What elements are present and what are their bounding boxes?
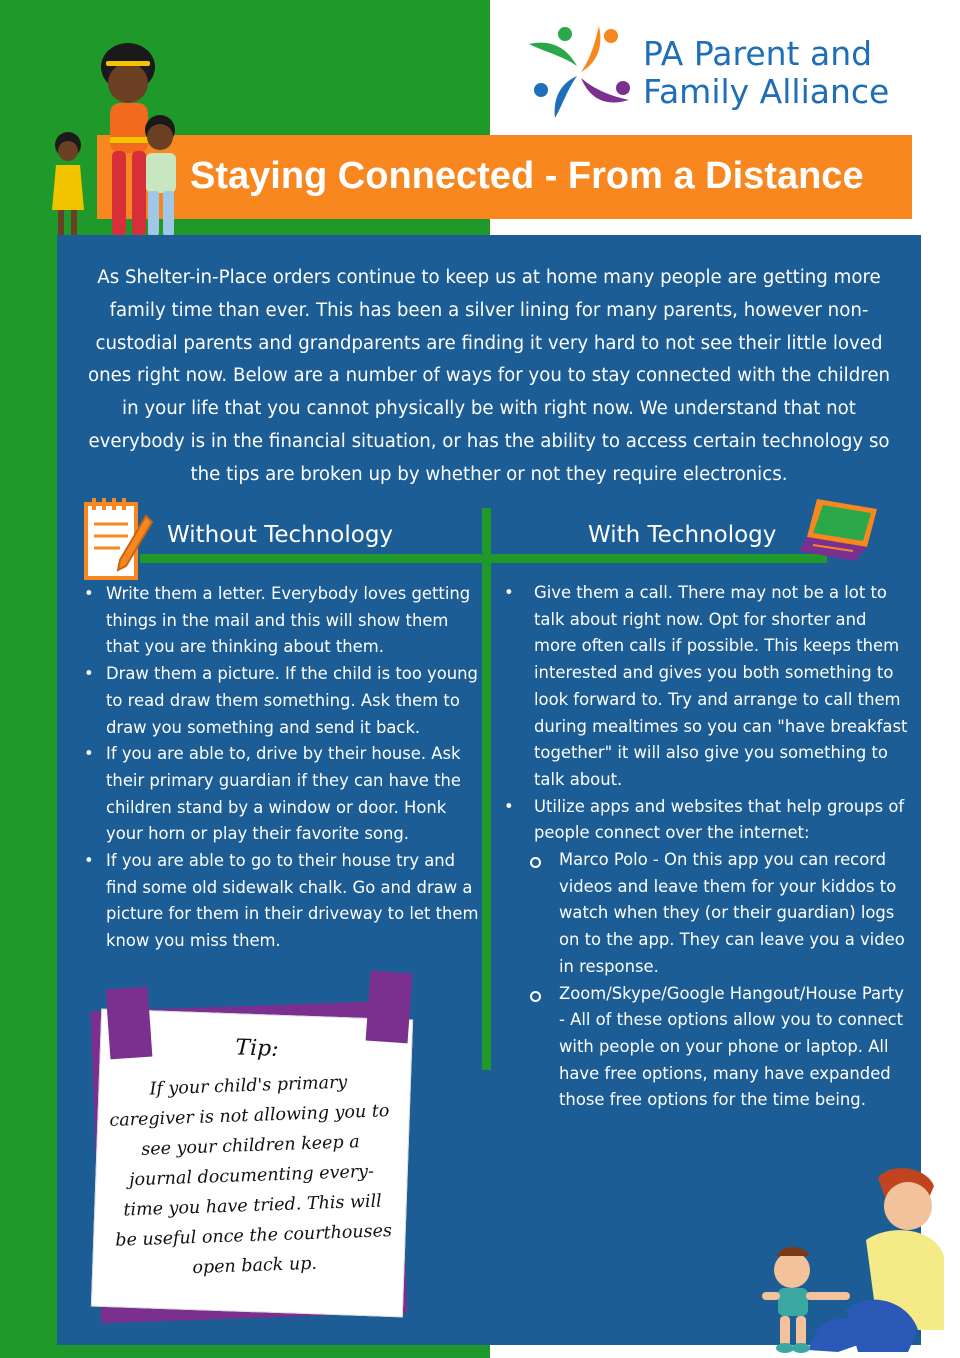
without-technology-list bbox=[80, 581, 484, 955]
list-item: • If you are able to go to their house try and find some old sidewalk chalk. Go and draw a picture for them in their driveway to let them know you miss them. bbox=[80, 848, 484, 955]
org-name-line1: PA Parent and bbox=[643, 34, 873, 73]
tape-right bbox=[366, 971, 413, 1044]
app-sub-list bbox=[524, 847, 908, 1114]
alliance-logo-icon bbox=[525, 22, 635, 122]
page-title: Staying Connected - From a Distance bbox=[190, 155, 864, 197]
list-item: • Draw them a picture. If the child is too young to read draw them something. Ask them to draw you something and send it back. bbox=[80, 661, 484, 741]
with-technology-list bbox=[498, 580, 908, 1114]
tip-body: If your child's primary caregiver is not allowing you to see your children keep a journal documenting every-time you have tried. This will be useful once the courthouses open back up. bbox=[109, 1072, 393, 1279]
laptop-icon bbox=[797, 495, 881, 565]
heading-underline-left bbox=[140, 554, 492, 563]
heading-without-technology: Without Technology bbox=[167, 522, 394, 548]
family-illustration bbox=[48, 25, 188, 240]
org-name-line2: Family Alliance bbox=[643, 72, 890, 111]
list-item: • Give them a call. There may not be a lot to talk about right now. Opt for shorter and more often calls if possible. This keeps them interested and gives you both something to look forward to. Try and arrange to call them during mealtimes so you can "have breakfast together" it will also give you something to talk about. bbox=[498, 580, 908, 794]
father-child-illustration bbox=[758, 1160, 948, 1355]
heading-with-technology: With Technology bbox=[588, 522, 777, 548]
sub-list-item: Zoom/Skype/Google Hangout/House Party - All of these options allow you to connect with people on your phone or laptop. All have free options, many have expanded those free options for the time being. bbox=[524, 981, 908, 1115]
heading-underline-right bbox=[482, 554, 827, 563]
org-name bbox=[643, 35, 889, 111]
tape-left bbox=[106, 987, 153, 1060]
tip-title: Tip: bbox=[234, 1035, 280, 1062]
notebook-pencil-icon bbox=[80, 494, 156, 584]
list-item: • Write them a letter. Everybody loves getting things in the mail and this will show them that you are thinking about them. bbox=[80, 581, 484, 661]
list-item: • If you are able to, drive by their house. Ask their primary guardian if they can have the children stand by a window or door. Honk your horn or play their favorite song. bbox=[80, 741, 484, 848]
list-item bbox=[498, 794, 908, 1114]
list-item-text: Utilize apps and websites that help groups of people connect over the internet: bbox=[534, 796, 905, 843]
tip-note bbox=[90, 970, 430, 1350]
intro-paragraph: As Shelter-in-Place orders continue to keep us at home many people are getting more family time than ever. This has been a silver lining for many parents, however non-custodial parents and grandparents are finding it very hard to not see their little loved ones right now. Below are a number of ways for you to stay connected with the children in your life that you cannot physically be with right now. We understand that not everybody is in the financial situation, or has the ability to access certain technology so the tips are broken up by whether or not they require electronics. bbox=[87, 267, 891, 485]
sub-list-item: Marco Polo - On this app you can record videos and leave them for your kiddos to watch when they (or their guardian) logs on to the app. They can leave you a video in response. bbox=[524, 847, 908, 981]
